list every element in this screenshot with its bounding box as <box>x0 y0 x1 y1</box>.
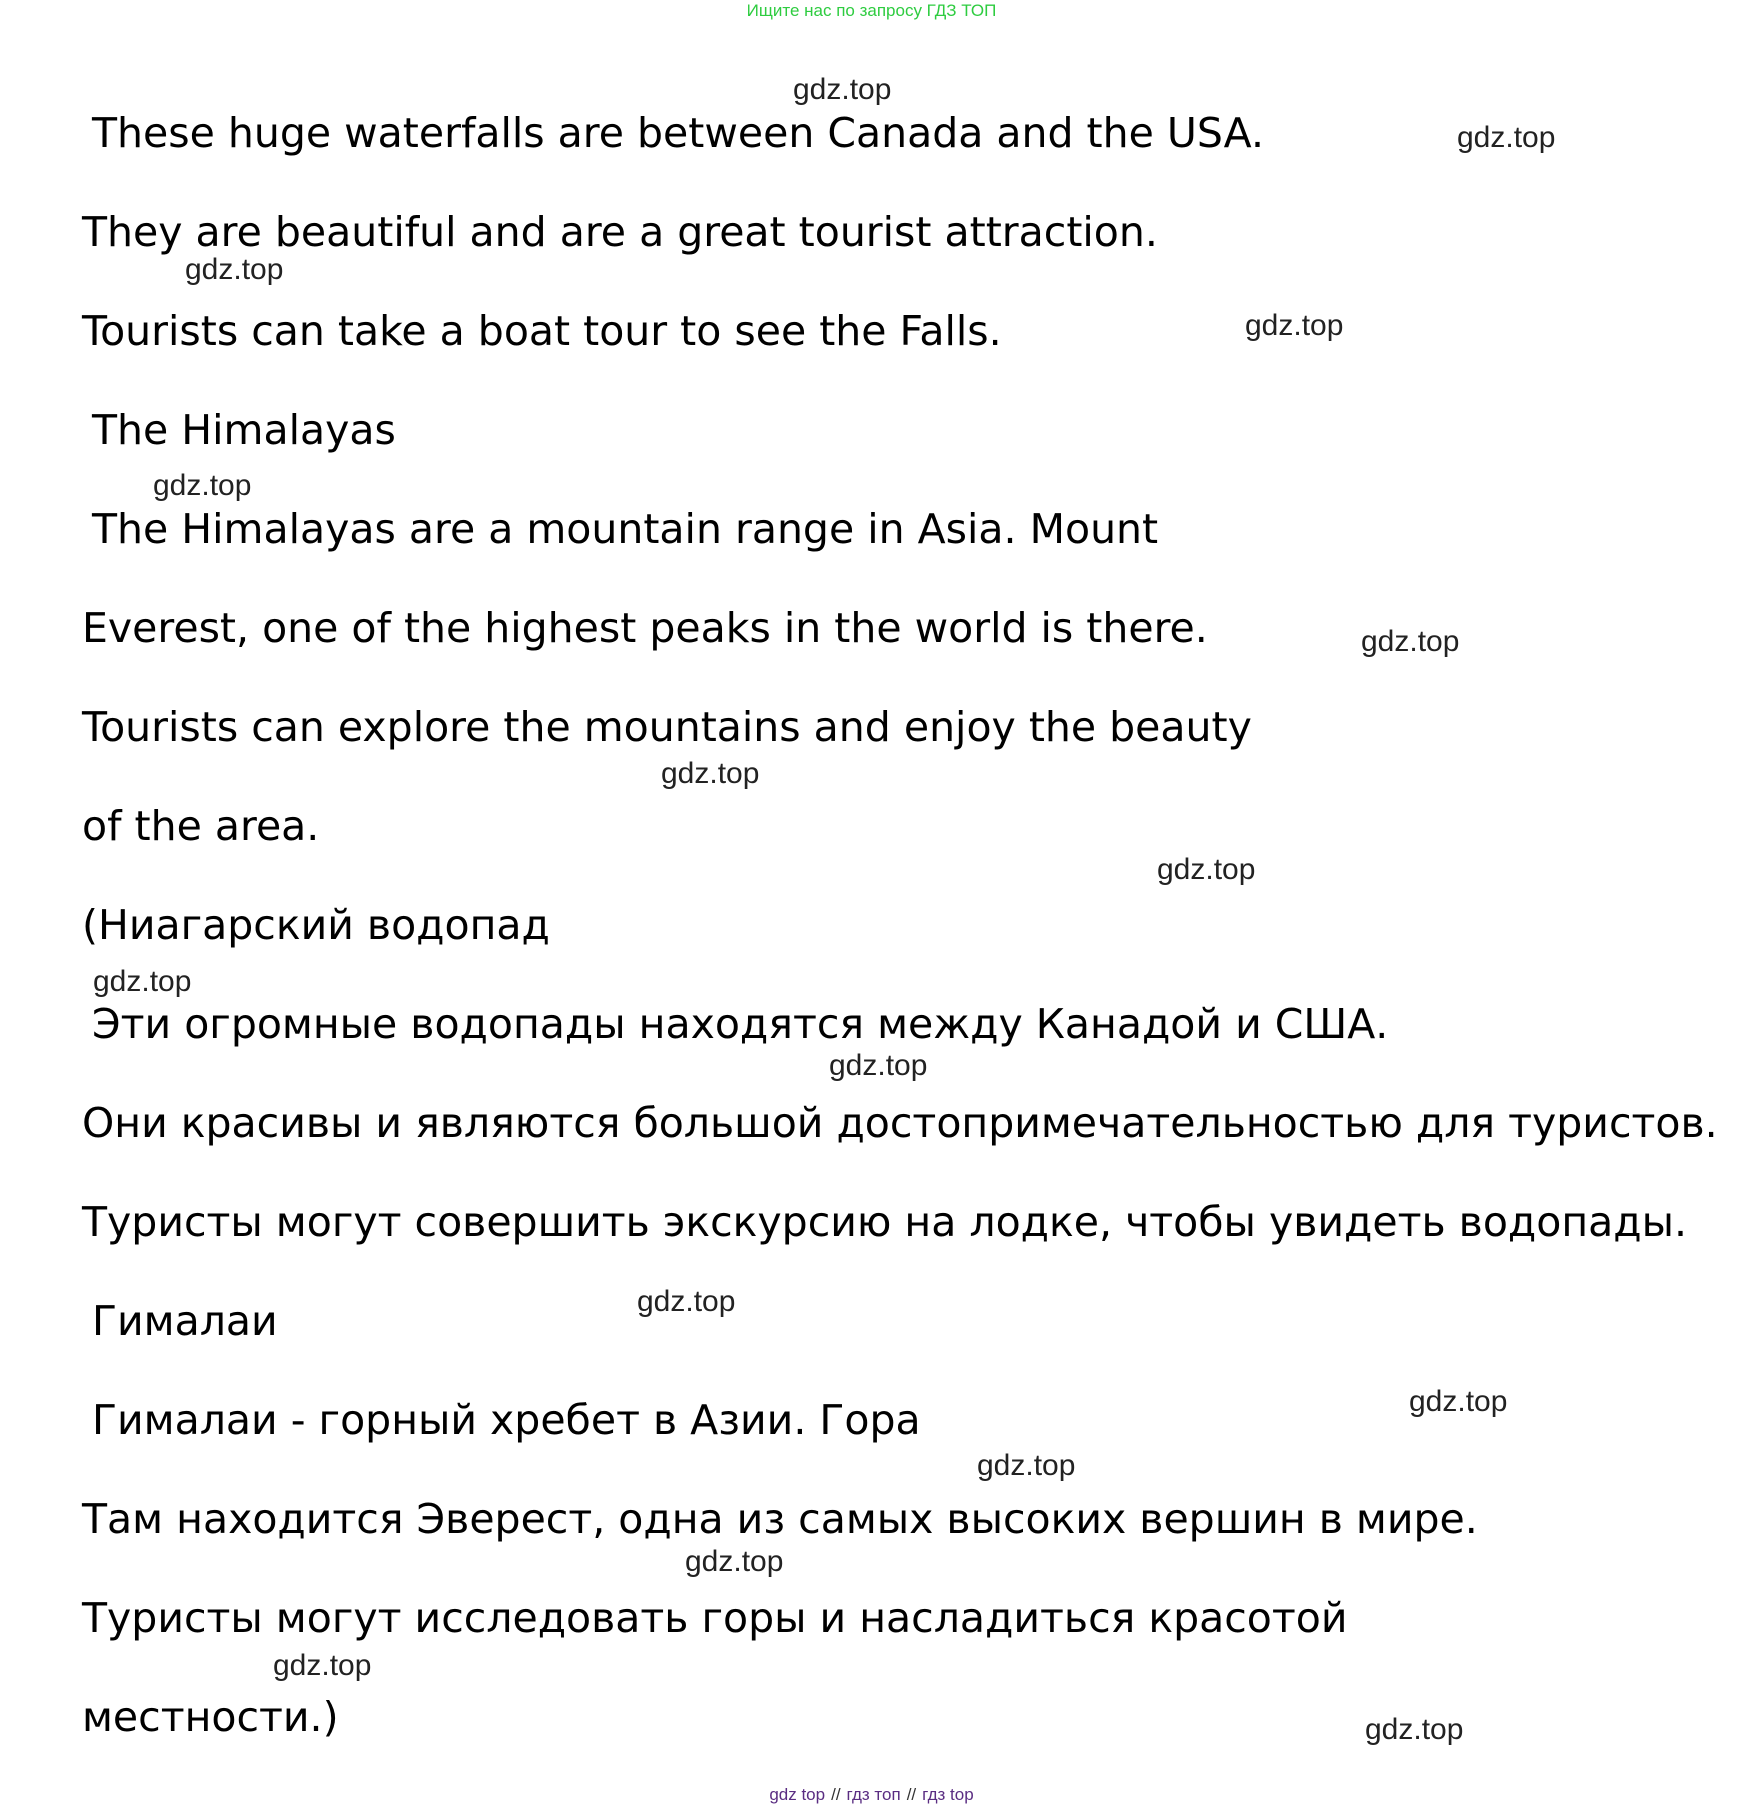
text-line: The Himalayas are a mountain range in Asia. Mount <box>92 505 1159 553</box>
text-line: They are beautiful and are a great tourist attraction. <box>82 208 1158 256</box>
heading-himalayas: The Himalayas <box>92 406 396 454</box>
top-banner: Ищите нас по запросу ГДЗ ТОП <box>746 1 997 20</box>
watermark: gdz.top <box>1361 625 1460 658</box>
text-line: Туристы могут совершить экскурсию на лодке, чтобы увидеть водопады. <box>82 1198 1688 1246</box>
text-line: Tourists can explore the mountains and enjoy the beauty <box>82 703 1252 751</box>
footer <box>0 1784 1743 1806</box>
footer-link[interactable]: гдз top <box>922 1785 974 1804</box>
watermark: gdz.top <box>661 757 760 790</box>
text-line: (Ниагарский водопад <box>82 901 550 949</box>
watermark: gdz.top <box>1409 1385 1508 1418</box>
watermark: gdz.top <box>685 1545 784 1578</box>
watermark: gdz.top <box>977 1449 1076 1482</box>
text-line: Там находится Эверест, одна из самых высоких вершин в мире. <box>82 1495 1478 1543</box>
watermark: gdz.top <box>185 253 284 286</box>
text-line: These huge waterfalls are between Canada and the USA. <box>92 109 1265 157</box>
watermark: gdz.top <box>153 469 252 502</box>
heading-gimalai: Гималаи <box>92 1297 278 1345</box>
footer-separator: // <box>831 1785 841 1804</box>
watermark: gdz.top <box>637 1285 736 1318</box>
watermark: gdz.top <box>1365 1713 1464 1746</box>
watermark: gdz.top <box>1457 121 1556 154</box>
watermark: gdz.top <box>829 1049 928 1082</box>
footer-separator: // <box>906 1785 917 1804</box>
watermark: gdz.top <box>93 965 192 998</box>
text-line: Гималаи - горный хребет в Азии. Гора <box>92 1396 921 1444</box>
text-line: Туристы могут исследовать горы и насладиться красотой <box>82 1594 1348 1642</box>
text-line: of the area. <box>82 802 320 850</box>
text-line: Everest, one of the highest peaks in the world is there. <box>82 604 1208 652</box>
watermark: gdz.top <box>1245 309 1344 342</box>
text-line: местности.) <box>82 1693 339 1741</box>
text-line: Они красивы и являются большой достопримечательностью для туристов. <box>82 1099 1718 1147</box>
watermark: gdz.top <box>1157 853 1256 886</box>
watermark: gdz.top <box>273 1649 372 1682</box>
footer-link[interactable]: gdz top <box>769 1785 826 1804</box>
footer-link[interactable]: гдз топ <box>846 1785 901 1804</box>
text-line: Tourists can take a boat tour to see the Falls. <box>82 307 1002 355</box>
watermark: gdz.top <box>793 73 892 106</box>
text-line: Эти огромные водопады находятся между Канадой и США. <box>92 1000 1389 1048</box>
